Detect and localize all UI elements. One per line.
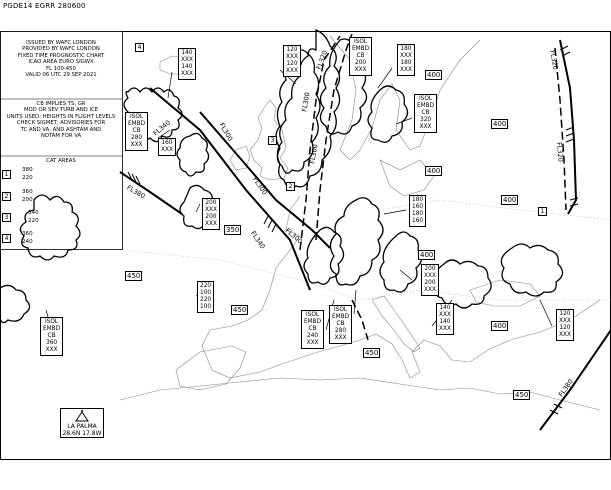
wind-barbs [128,46,578,414]
tropopause-level: 450 [127,272,141,280]
info-line: ISSUED BY WAFC LONDON [26,40,96,46]
cb-label: ISOL EMBD CB 240 XXX [301,310,324,349]
cat-legend-range: 360 200 [22,189,33,203]
tropopause-level: 400 [427,71,441,79]
cat-marker: 4 [135,43,144,52]
jet-fl-label: FL340 [151,118,173,138]
tropopause-level: 400 [427,167,441,175]
cat-marker: 3 [268,136,277,145]
cat-legend-number: 3 [2,213,11,222]
tropopause-level: 400 [493,120,507,128]
jet-fl-label: FL300 [250,175,269,197]
issuance-info [0,40,122,78]
units-line: MOD OR SEV TURB AND ICE [23,107,99,114]
cb-label: ISOL EMBD CB 200 XXX [349,37,372,76]
units-line: CB IMPLIES TS, GR [36,101,86,107]
volcano-name: LA PALMA [67,423,97,430]
cat-marker: 1 [538,207,547,216]
cat-legend-range: 340 220 [28,210,39,224]
tropopause-level: 450 [365,349,379,357]
cat-legend-number: 2 [2,192,11,201]
cb-label: ISOL EMBD CB 320 XXX [414,94,437,133]
jet-fl-label: FL300 [308,143,320,165]
cat-legend-number: 1 [2,170,11,179]
tropopause-level: 350 [226,226,240,234]
tropopause-level: 400 [493,322,507,330]
coastlines [120,36,600,410]
chart-header: PGDE14 EGRR 280600 [3,2,86,10]
cat-legend-number: 4 [2,234,11,243]
turbulence-label: 140 XXX 140 XXX [178,48,196,80]
jet-fl-label: FL340 [248,229,267,251]
turbulence-label: 220 100 220 100 [197,281,214,313]
turbulence-label: 160 XXX [158,138,176,156]
jet-fl-label: FL320 [555,141,565,163]
jet-fl-label: FL380 [556,377,575,399]
info-line: FIXED TIME PROGNOSTIC CHART [17,52,105,59]
jet-fl-label: FL320 [548,49,560,71]
cb-label: ISOL EMBD CB 360 XXX [40,317,63,356]
info-line: PROVIDED BY WAFC LONDON [22,46,100,53]
volcano-coords: 28.6N 17.8W [62,430,102,437]
cb-label: ISOL EMBD CB 280 XXX [125,112,148,151]
volcano-box [60,408,104,438]
tropopause-level: 400 [503,196,517,204]
cat-legend-range: 360 240 [22,231,33,245]
info-line: ICAO AREA EURO SIGWX [28,59,94,66]
turbulence-label: 180 XXX 180 XXX [397,44,415,76]
jet-streams [120,40,611,430]
tropopause-level: 450 [233,306,247,314]
jet-fl-label: FL300 [217,121,235,143]
units-note [0,101,122,139]
jet-fl-label: FL300 [300,91,312,113]
cat-legend-range: 380 220 [22,167,33,181]
units-line: UNITS USED: HEIGHTS IN FLIGHT LEVELS [6,113,116,120]
turbulence-label: 180 160 180 160 [409,195,426,227]
turbulence-label: 200 XXX 200 XXX [421,264,439,296]
turbulence-label: 120 XXX 120 XXX [556,309,574,341]
volcano-icon [61,409,103,423]
cat-marker: 2 [286,182,295,191]
turbulence-label: 200 XXX 200 XXX [202,198,220,230]
tropopause-level: 400 [420,251,434,259]
units-line: NOTAM FOR VA [40,133,82,140]
info-line: VALID 06 UTC 29 SEP 2021 [25,72,97,79]
jet-fl-label: FL300 [283,226,305,246]
info-line: FL 100-450 [46,65,76,72]
units-line: TC AND VA, AND ASHTAM AND [20,126,102,133]
turbulence-label: 120 XXX 120 XXX [283,45,301,77]
cat-areas-title: CAT AREAS [46,158,76,164]
turbulence-label: 140 XXX 140 XXX [436,303,454,335]
jet-fl-label: FL380 [125,183,147,201]
cb-label: ISOL EMBD CB 280 XXX [329,305,352,344]
tropopause-level: 450 [515,391,529,399]
jet-fl-label: FL320 [314,49,330,71]
units-line: CHECK SIGMET, ADVISORIES FOR [16,120,106,127]
